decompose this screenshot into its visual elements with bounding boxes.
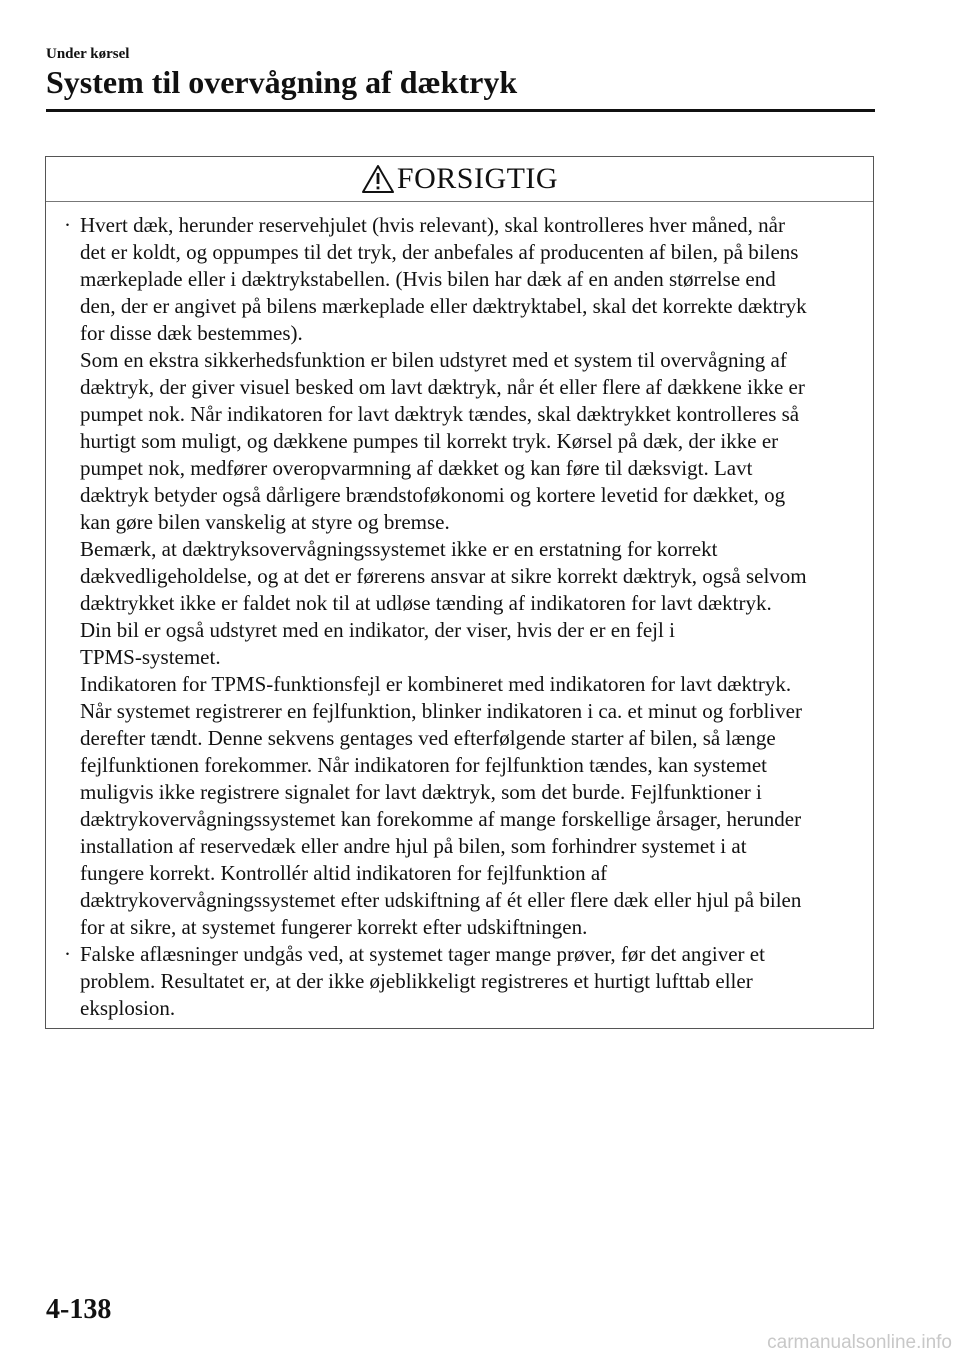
bullet-item xyxy=(46,941,875,1022)
page-title: System til overvågning af dæktryk xyxy=(46,64,518,100)
paragraph: Din bil er også udstyret med en indikator, der viser, hvis der er en fejl i TPMS-systemet. xyxy=(80,618,675,669)
caution-header xyxy=(46,157,873,202)
bullet-dot: · xyxy=(64,942,71,966)
paragraph: Som en ekstra sikkerhedsfunktion er bilen udstyret med et system til overvågning af dæktryk, der giver visuel besked om lavt dæktryk, når ét eller flere af dækkene ikke er pumpet nok. Når indikatoren for lavt dæktryk tændes, skal dæktrykket kontrolleres så hurtigt som muligt, og dækkene pumpes til korrekt tryk. Kørsel på dæk, der ikke er pumpet nok, medfører overopvarmning af dækket og kan føre til dæksvigt. Lavt dæktryk betyder også dårligere brændstoføkonomi og kortere levetid for dækket, og kan gøre bilen vanskelig at styre og bremse. xyxy=(80,348,805,534)
warning-triangle-icon xyxy=(361,164,395,194)
caution-box xyxy=(45,156,874,1029)
paragraph: Falske aflæsninger undgås ved, at systemet tager mange prøver, før det angiver et problem. Resultatet er, at der ikke øjeblikkeligt registreres et hurtigt lufttab eller eksplosion. xyxy=(80,942,765,1020)
section-label: Under kørsel xyxy=(46,46,130,62)
paragraph: Bemærk, at dæktryksovervågningssystemet ikke er en erstatning for korrekt dækvedligeholdelse, og at det er førerens ansvar at sikre korrekt dæktryk, også selvom dæktrykket ikke er faldet nok til at udløse tænding af indikatoren for lavt dæktryk. xyxy=(80,537,807,615)
paragraph: Indikatoren for TPMS-funktionsfejl er kombineret med indikatoren for lavt dæktryk. Når systemet registrerer en fejlfunktion, blinker indikatoren i ca. et minut og forbliver derefter tændt. Denne sekvens gentages ved efterfølgende starter af bilen, så længe fejlfunktionen forekommer. Når indikatoren for fejlfunktion tændes, kan systemet muligvis ikke registrere signalet for lavt dæktryk, som det burde. Fejlfunktioner i dæktrykovervågningssystemet kan forekomme af mange forskellige årsager, herunder installation af reservedæk eller andre hjul på bilen, som forhindrer systemet i at fungere korrekt. Kontrollér altid indikatoren for fejlfunktion af dæktrykovervågningssystemet efter udskiftning af ét eller flere dæk eller hjul på bilen for at sikre, at systemet fungerer korrekt efter udskiftningen. xyxy=(80,672,802,939)
paragraph: Hvert dæk, herunder reservehjulet (hvis relevant), skal kontrolleres hver måned, når det er koldt, og oppumpes til det tryk, der anbefales af producenten af bilen, på bilens mærkeplade eller i dæktrykstabellen. (Hvis bilen har dæk af en anden størrelse end den, der er angivet på bilens mærkeplade eller dæktryktabel, skal det korrekte dæktryk for disse dæk bestemmes). xyxy=(80,213,807,345)
page-number: 4-138 xyxy=(46,1294,112,1325)
bullet-item xyxy=(46,212,875,941)
caution-body xyxy=(46,212,875,1022)
watermark: carmanualsonline.info xyxy=(767,1332,952,1353)
bullet-dot: · xyxy=(64,213,71,237)
caution-title: FORSIGTIG xyxy=(396,162,559,195)
title-rule xyxy=(46,109,875,112)
